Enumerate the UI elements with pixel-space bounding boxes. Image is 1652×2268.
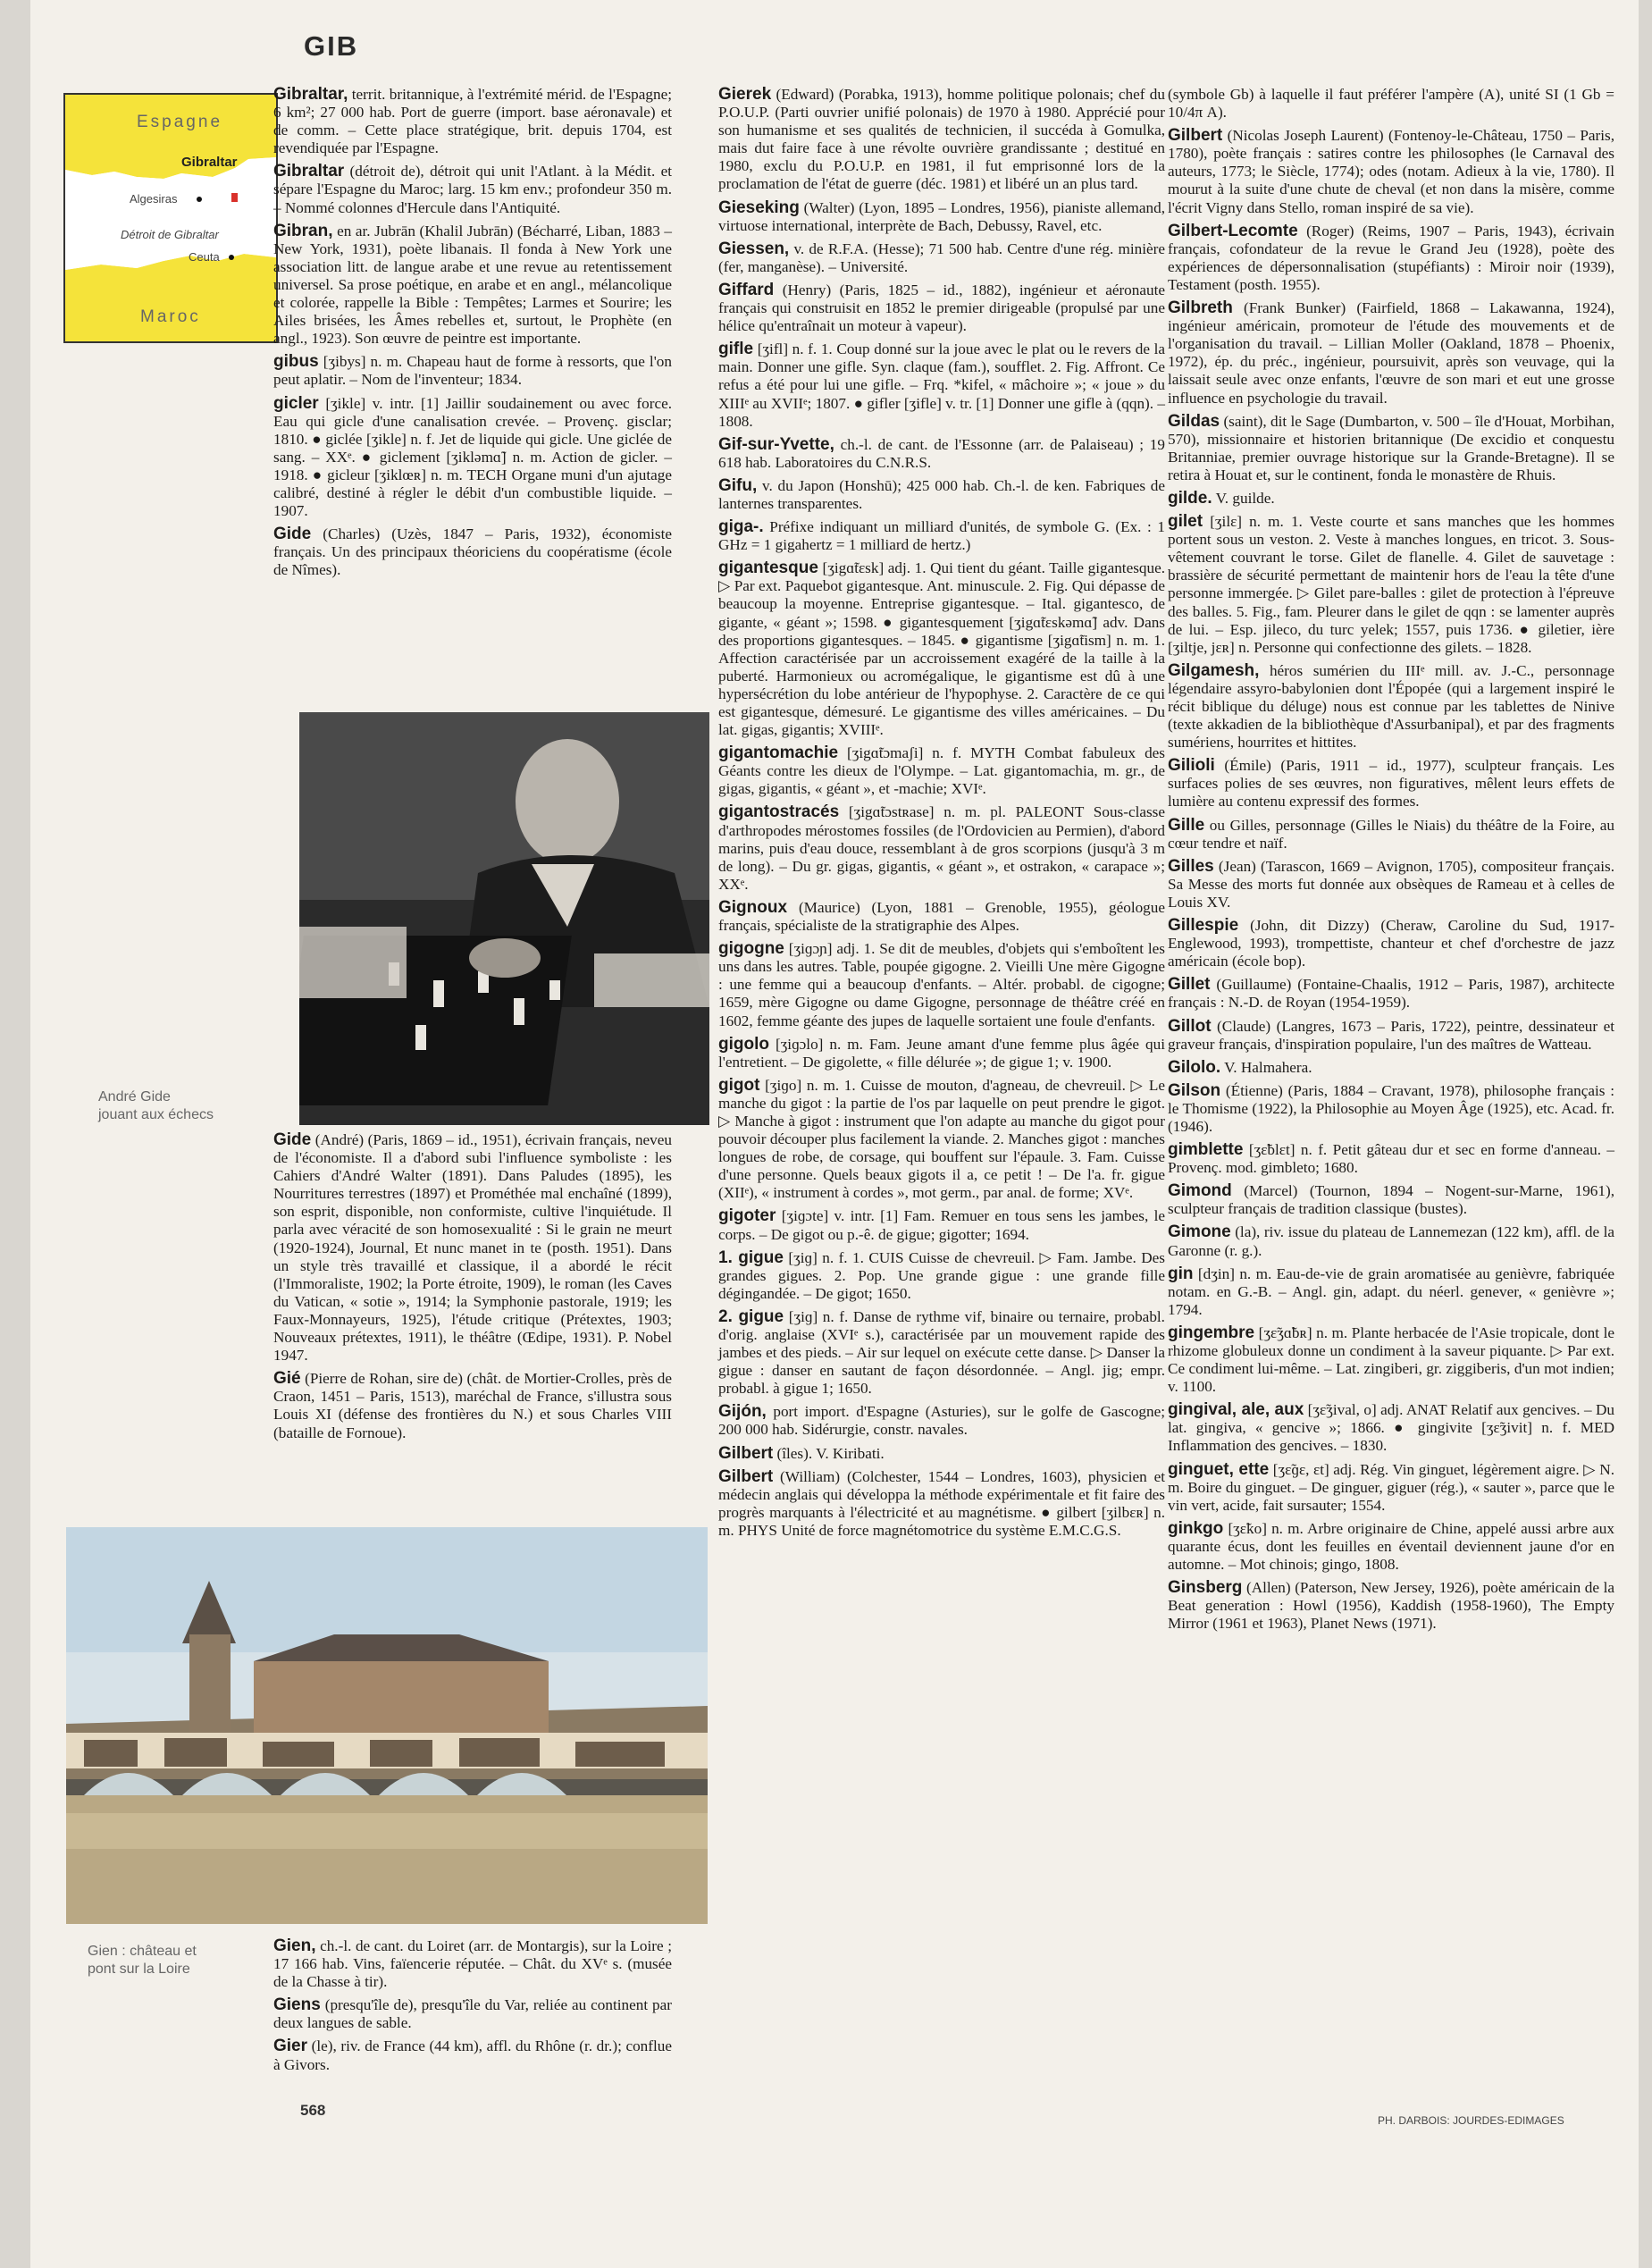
dictionary-entry	[718, 281, 1165, 335]
entry-definition: [ʒiɡɔlo] n. m. Fam. Jeune amant d'une femme plus âgée qui l'entretient. – De gigolette, « fille délurée »; de gigue 1; v. 1900.	[718, 1035, 1165, 1071]
dictionary-entry	[273, 86, 672, 157]
dictionary-entry	[273, 2037, 672, 2073]
dictionary-entry	[1168, 413, 1614, 484]
dictionary-entry	[273, 395, 672, 521]
entry-definition: [ʒiɡ] n. f. Danse de rythme vif, binaire ou ternaire, probabl. d'orig. anglaise (XVIᵉ s.), caractérisée par un mouvement rapide des jambes et des pieds. – Air sur lequel on exécute cette danse. ▷ Danser la gigue : danser en sautant de façon désordonnée. – Angl. jig; empr. probabl. à gigue 1; 1650.	[718, 1307, 1165, 1398]
entry-headword: Gilson	[1168, 1080, 1221, 1100]
entry-headword: gin	[1168, 1264, 1194, 1283]
entry-definition: [ʒigɑ̃tɔmaʃi] n. f. MYTH Combat fabuleux des Géants contre les dieux de l'Olympe. – Lat. gigantomachia, m. gr., de gigas, gigantis, « géant », et -machie; XVIᵉ.	[718, 744, 1165, 798]
entry-headword: Gibran,	[273, 221, 333, 240]
entry-definition: (le), riv. de France (44 km), affl. du Rhône (r. dr.); conflue à Givors.	[273, 2037, 672, 2073]
entry-definition: (John, dit Dizzy) (Cheraw, Caroline du Sud, 1917-Englewood, 1993), trompettiste, chanteur et chef d'orchestre de jazz américain (école bop).	[1168, 917, 1614, 970]
map-label-detroit: Détroit de Gibraltar	[121, 228, 219, 241]
entry-headword: Gille	[1168, 815, 1205, 835]
dictionary-entry	[718, 436, 1165, 472]
entry-definition: [ʒibys] n. m. Chapeau haut de forme à ressorts, que l'on peut aplatir. – Nom de l'inventeur; 1834.	[273, 353, 672, 389]
entry-definition: [ʒɛ̃ɡɛ, ɛt] adj. Rég. Vin ginguet, légèrement aigre. ▷ N. m. Boire du ginguet. – De ginguer, giguer (rég.), « sauter », parce que le vin vert, acide, fait sursauter; 1554.	[1168, 1460, 1614, 1514]
photo-drawing	[66, 1527, 708, 1924]
entry-definition: (Nicolas Joseph Laurent) (Fontenoy-le-Château, 1750 – Paris, 1780), poète français : satires contre les philosophes (le Carnaval des auteurs, 1773; le Siècle, 1774); odes (notam. Adieux à la vie, 1780). Il mourut à la suite d'une chute de cheval (et non dans la misère, comme l'écrit Vigny dans Stello, roman inspiré de sa vie).	[1168, 127, 1614, 216]
entry-headword: gigantesque	[718, 559, 818, 578]
dictionary-entry	[273, 1937, 672, 1991]
dictionary-entry	[718, 240, 1165, 276]
dictionary-entry	[718, 744, 1165, 798]
entry-headword: ginkgo	[1168, 1518, 1224, 1538]
entry-headword: gicler	[273, 393, 319, 413]
dictionary-entry	[718, 1249, 1165, 1303]
entry-definition: [dʒin] n. m. Eau-de-vie de grain aromatisée au genièvre, fabriquée notam. en G.-B. – Angl. gin, adapt. du néerl. genever, « genièvre »; 1794.	[1168, 1264, 1614, 1318]
column-1-top	[273, 86, 672, 584]
dictionary-entry	[1168, 1059, 1614, 1077]
gien-castle-photo	[66, 1527, 708, 1924]
entry-definition: (Émile) (Paris, 1911 – id., 1977), sculpteur français. Les surfaces polies de ses œuvres, non figuratives, mêlent leurs effets de lumière au contenu expressif des formes.	[1168, 757, 1614, 811]
entry-headword: Gilbert	[718, 1466, 774, 1486]
dictionary-entry	[718, 1403, 1165, 1439]
entry-definition: [ʒigɑ̃tɛsk] adj. 1. Qui tient du géant. Taille gigantesque. ▷ Par ext. Paquebot gigantesque. Ant. minuscule. 2. Fig. Qui dépasse de beaucoup la moyenne. Entreprise gigantesque. – Ital. gigantesco, de gigante, « géant »; 1598. ● gigantesquement [ʒigɑ̃tɛskəmɑ̃] adv. Dans des proportions gigantesques. – 1845. ● gigantisme [ʒigɑ̃tism] n. m. 1. Affection caractérisée par un accroissement exagéré de la taille à la puberté. Harmonieux ou acromégalique, le gigantisme est dû à une hypersécrétion du lobe antérieur de l'hypophyse. 2. Caractère de ce qui est gigantesque, démesuré. Le gigantisme des villes américaines. – Du lat. gigas, gigantis; XVIIIᵉ.	[718, 559, 1165, 739]
dictionary-page	[30, 0, 1639, 2268]
entry-definition: [ʒiɡ] n. f. 1. CUIS Cuisse de chevreuil. ▷ Fam. Jambe. Des grandes gigues. 2. Pop. Une grande gigue : une grande fille dégingandée. – De gigot; 1650.	[718, 1248, 1165, 1302]
caption-line: jouant aux échecs	[98, 1107, 214, 1122]
entry-headword: Gimond	[1168, 1181, 1232, 1201]
map-label-gibraltar: Gibraltar	[181, 155, 238, 170]
dictionary-entry	[1168, 1223, 1614, 1259]
entry-definition: (André) (Paris, 1869 – id., 1951), écrivain français, neveu de l'économiste. Il a d'abord subi l'influence symboliste : les Cahiers d'André Walter (1891). Dans Paludes (1895), les Nourritures terrestres (1897) et Prométhée mal enchaîné (1899), son esprit, disponible, non conformiste, cultive l'inquiétude. Il parla avec véracité de son homosexualité : Si le grain ne meurt (1920-1924), Journal, Et nunc manet in te (posth. 1951). Dans un style très travaillé et classique, il a abordé le récit (l'Immoraliste, 1902; la Porte étroite, 1909), le roman (les Caves du Vatican, « sotie », 1914; la Symphonie pastorale, 1919; les Faux-Monnayeurs, 1925), l'étude critique (Prétextes, 1903; Nouveaux prétextes, 1911), le théâtre (Œdipe, 1931). P. Nobel 1947.	[273, 1131, 672, 1365]
entry-definition: ch.-l. de cant. du Loiret (arr. de Montargis), sur la Loire ; 17 166 hab. Vins, faïencerie réputée. – Chât. du XVᵉ s. (musée de la Chasse à tir).	[273, 1937, 672, 1991]
entry-definition: [ʒɛ̃ʒɑ̃bʀ] n. m. Plante herbacée de l'Asie tropicale, dont le rhizome globuleux donne un condiment à la saveur piquante. ▷ Par ext. Ce condiment lui-même. – Lat. zingiberi, gr. ziggiberis, d'un mot indien; v. 1100.	[1168, 1323, 1614, 1396]
dictionary-entry	[718, 477, 1165, 513]
entry-definition: [ʒifl] n. f. 1. Coup donné sur la joue avec le plat ou le revers de la main. Donner une gifle. Syn. claque (fam.), soufflet. 2. Fig. Affront. Ce refus a été pour lui une gifle. – Frq. *kifel, « mâchoire »; « joue » du XIIIᵉ au XVIIᵉ; 1807. ● gifler [ʒifle] v. tr. [1] Donner une gifle à (qqn). – 1808.	[718, 340, 1165, 430]
entry-headword: Gimone	[1168, 1222, 1231, 1242]
entry-headword: Gibraltar	[273, 162, 345, 181]
entry-headword: gingival, ale, aux	[1168, 1400, 1304, 1420]
entry-headword: Gide	[273, 525, 312, 544]
entry-headword: Giens	[273, 1995, 321, 2015]
caption-line: pont sur la Loire	[88, 1961, 190, 1977]
entry-definition: Préfixe indiquant un milliard d'unités, de symbole G. (Ex. : 1 GHz = 1 gigahertz = 1 milliard de hertz.)	[718, 518, 1165, 554]
dictionary-entry	[718, 518, 1165, 554]
entry-headword: gimblette	[1168, 1140, 1244, 1160]
entry-definition: (Henry) (Paris, 1825 – id., 1882), ingénieur et aéronaute français qui construisit en 1852 le premier dirigeable (propulsé par une hélice qu'entraînait un moteur à vapeur).	[718, 281, 1165, 335]
entry-definition: (Allen) (Paterson, New Jersey, 1926), poète américain de la Beat generation : Howl (1956), Kaddish (1958-1960), The Empty Mirror (1961 et 1963), Planet News (1971).	[1168, 1579, 1614, 1633]
dictionary-entry	[1168, 299, 1614, 407]
gien-photo-caption	[88, 1943, 197, 1978]
entry-definition: (Walter) (Lyon, 1895 – Londres, 1956), pianiste allemand, virtuose international, interprète de Bach, Debussy, Ravel, etc.	[718, 198, 1165, 234]
entry-definition: [ʒɛ̃blɛt] n. f. Petit gâteau dur et sec en forme d'anneau. – Provenç. mod. gimbleto; 1680.	[1168, 1141, 1614, 1177]
entry-headword: giga-.	[718, 517, 764, 537]
entry-headword: gigoter	[718, 1206, 776, 1226]
entry-headword: gigogne	[718, 939, 784, 959]
entry-headword: gigot	[718, 1075, 760, 1095]
entry-headword: Gilbert	[718, 1443, 774, 1463]
entry-definition: (Pierre de Rohan, sire de) (chât. de Mortier-Crolles, près de Craon, 1451 – Paris, 1513), maréchal de France, s'illustra sous Louis XI (défense des frontières du N.) et sous Charles VIII (bataille de Fornoue).	[273, 1370, 672, 1441]
entry-definition: héros sumérien du IIIᵉ mill. av. J.-C., personnage légendaire assyro-babylonien dont l'Épopée (qui a largement inspiré le récit biblique du déluge) nous est connue par les tablettes de Ninive (texte akkadien de la bibliothèque d'Assurbanipal), et par des fragments sumériens, hourrites et hittites.	[1168, 661, 1614, 752]
dictionary-entry	[718, 340, 1165, 430]
dictionary-entry	[273, 525, 672, 579]
entry-headword: gibus	[273, 352, 319, 372]
entry-definition: (détroit de), détroit qui unit l'Atlant. à la Médit. et sépare l'Espagne du Maroc; larg. 15 km env.; profondeur 350 m. – Nommé colonnes d'Hercule dans l'Antiquité.	[273, 163, 672, 216]
entry-headword: Gilbreth	[1168, 298, 1233, 318]
entry-definition: [ʒiɡɔte] v. intr. [1] Fam. Remuer en tous sens les jambes, le corps. – De gigot ou p.-ê. de gigue; gigotter; 1694.	[718, 1207, 1165, 1243]
dictionary-entry	[1168, 1461, 1614, 1515]
entry-headword: Gignoux	[718, 897, 788, 917]
entry-headword: Gillet	[1168, 975, 1211, 995]
dictionary-entry	[718, 899, 1165, 935]
entry-definition: (Étienne) (Paris, 1884 – Cravant, 1978), philosophe français : le Thomisme (1922), la Philosophie au Moyen Âge (1925), etc. Acad. fr. (1946).	[1168, 1081, 1614, 1135]
entry-headword: ginguet, ette	[1168, 1459, 1270, 1479]
entry-definition: [ʒilɛ] n. m. 1. Veste courte et sans manches que les hommes portent sous un veston. 2. Veste à manches longues, en tricot. 3. Sous-vêtement couvrant le torse. Gilet de flanelle. 4. Gilet de sauvetage : brassière de sécurité permettant de maintenir hors de l'eau la tête d'une personne immergée. ▷ Gilet pare-balles : gilet de protection à l'épreuve des balles. 5. Fig., fam. Pleurer dans le gilet de qqn : se lamenter auprès de lui. – Esp. jileco, du turc yelek; 1557, puis 1736. ● giletier, ière [ʒiltje, jɛʀ] n. Personne qui confectionne des gilets. – 1828.	[1168, 513, 1614, 656]
map-label-algesiras: Algesiras	[130, 192, 178, 206]
entry-headword: 2. gigue	[718, 1306, 784, 1326]
map-label-ceuta: Ceuta	[189, 250, 220, 264]
dictionary-entry	[1168, 86, 1614, 122]
entry-definition: (Maurice) (Lyon, 1881 – Grenoble, 1955), géologue français, spécialiste de la stratigraphie des Alpes.	[718, 898, 1165, 935]
dictionary-entry	[718, 803, 1165, 893]
dictionary-entry	[718, 940, 1165, 1029]
dictionary-entry	[1168, 1324, 1614, 1396]
dictionary-entry	[1168, 1265, 1614, 1319]
dictionary-entry	[1168, 127, 1614, 216]
dictionary-entry	[273, 163, 672, 216]
entry-headword: Gié	[273, 1369, 301, 1389]
dictionary-entry	[718, 1077, 1165, 1203]
dictionary-entry	[718, 1308, 1165, 1398]
dictionary-entry	[1168, 917, 1614, 970]
caption-line: Gien : château et	[88, 1944, 197, 1959]
entry-headword: Gillespie	[1168, 916, 1239, 936]
entry-definition: v. du Japon (Honshū); 425 000 hab. Ch.-l. de ken. Fabriques de lanternes transparentes.	[718, 476, 1165, 512]
dictionary-entry	[718, 86, 1165, 194]
dictionary-entry	[1168, 1579, 1614, 1633]
entry-definition: (Charles) (Uzès, 1847 – Paris, 1932), économiste français. Un des principaux théoriciens du coopératisme (école de Nîmes).	[273, 525, 672, 579]
entry-headword: Gilolo.	[1168, 1057, 1221, 1077]
entry-definition: ch.-l. de cant. de l'Essonne (arr. de Palaiseau) ; 19 618 hab. Laboratoires du C.N.R.S.	[718, 435, 1165, 471]
dictionary-entry	[718, 199, 1165, 235]
entry-definition: [ʒiɡo] n. m. 1. Cuisse de mouton, d'agneau, de chevreuil. ▷ Le manche du gigot : la partie de l'os par laquelle on peut prendre le gigot. ▷ Manche à gigot : instrument que l'on adapte au manche du gigot pour pouvoir découper plus facilement la viande. 2. Manches gigot : manches longues de robe, de corsage, qui bouffent sur l'épaule. 3. Fam. Cuisse d'une personne. Quels beaux gigots il a, ce petit ! – De l'a. fr. gigue (XIIᵉ), « instrument à cordes », mot germ., par anal. de forme; XVᵉ.	[718, 1076, 1165, 1202]
entry-definition: (Marcel) (Tournon, 1894 – Nogent-sur-Marne, 1961), sculpteur français de tradition classique (bustes).	[1168, 1182, 1614, 1218]
dictionary-entry	[718, 559, 1165, 739]
dictionary-entry	[1168, 513, 1614, 657]
dictionary-entry	[273, 353, 672, 389]
entry-headword: 1. gigue	[718, 1247, 784, 1267]
entry-headword: Gilbert	[1168, 126, 1223, 146]
entry-definition: (William) (Colchester, 1544 – Londres, 1603), physicien et médecin anglais qui développa la méthode expérimentale et fit faire des progrès marquants à l'électricité et au magnétisme. ● gilbert [ʒilbɛʀ] n. m. PHYS Unité de force magnétomotrice du système E.M.C.G.S.	[718, 1467, 1165, 1539]
dictionary-entry	[1168, 858, 1614, 911]
entry-definition: v. de R.F.A. (Hesse); 71 500 hab. Centre d'une rég. minière (fer, manganèse). – Université.	[718, 239, 1165, 275]
entry-definition: ou Gilles, personnage (Gilles le Niais) du théâtre de la Foire, au cœur tendre et naïf.	[1168, 816, 1614, 852]
entry-headword: Gilles	[1168, 856, 1214, 876]
gide-photo-caption	[98, 1088, 214, 1124]
entry-definition: [ʒɛ̃ko] n. m. Arbre originaire de Chine, appelé aussi arbre aux quarante écus, dont les feuilles en éventail deviennent jaune d'or en automne. – Mot chinois; gingo, 1808.	[1168, 1519, 1614, 1574]
entry-definition: (îles). V. Kiribati.	[773, 1444, 885, 1462]
entry-headword: gilde.	[1168, 488, 1212, 508]
entry-definition: (Frank Bunker) (Fairfield, 1868 – Lakawanna, 1924), ingénieur américain, promoteur de l'étude des mouvements et de l'organisation du travail. – Lillian Moller (Oakland, 1878 – Phoenix, 1972), ép. du préc., ingénieur, poursuivit, après son veuvage, qui la laissait seule avec onze enfants, l'œuvre de son mari et eut une grosse influence en psychologie du travail.	[1168, 299, 1614, 407]
dictionary-entry	[1168, 1182, 1614, 1218]
entry-headword: Gifu,	[718, 475, 758, 495]
entry-definition: en ar. Jubrān (Khalil Jubrān) (Bécharré, Liban, 1883 – New York, 1931), poète libanais. Il fonda à New York une association litt. de langue arabe et une revue au retentissement universel. Sa prose poétique, en arabe et en angl., mélancolique et colorée, rappelle la Bible : Tempêtes; Larmes et Sourire; les Ailes brisées, les Âmes rebelles et, surtout, le Prophète (en angl., 1923). Son œuvre de peintre est importante.	[273, 222, 672, 348]
dictionary-entry	[273, 1131, 672, 1365]
dictionary-entry	[1168, 757, 1614, 811]
column-1-bottom	[273, 1937, 672, 2079]
dictionary-entry	[1168, 1018, 1614, 1054]
entry-headword: gifle	[718, 340, 754, 359]
page-number: 568	[300, 2102, 326, 2119]
entry-headword: Gide	[273, 1130, 312, 1149]
photo-credit: PH. DARBOIS: JOURDES-EDIMAGES	[1378, 2114, 1564, 2127]
entry-definition: V. Halmahera.	[1220, 1058, 1312, 1076]
entry-headword: gigantomachie	[718, 743, 839, 763]
entry-headword: Gilioli	[1168, 756, 1215, 776]
entry-headword: Gildas	[1168, 411, 1220, 431]
entry-definition: [ʒiɡɔɲ] adj. 1. Se dit de meubles, d'objets qui s'emboîtent les uns dans les autres. Table, poupée gigogne. 2. Vieilli Une mère Gigogne : une femme qui a beaucoup d'enfants. – Altér. probabl. de cigogne; 1659, mère Gigogne ou dame Gigogne, personnage de théâtre créé en 1602, femme géante des jupes de laquelle sortaient une foule d'enfants.	[718, 940, 1165, 1029]
entry-headword: Gilgamesh,	[1168, 660, 1260, 680]
entry-definition: (la), riv. issue du plateau de Lannemezan (122 km), affl. de la Garonne (r. g.).	[1168, 1223, 1614, 1259]
gibraltar-map	[63, 93, 278, 343]
entry-headword: gigantostracés	[718, 802, 840, 822]
dictionary-entry	[273, 223, 672, 349]
entry-definition: V. guilde.	[1212, 489, 1275, 507]
entry-headword: gilet	[1168, 512, 1203, 532]
map-drawing	[65, 95, 276, 341]
dictionary-entry	[273, 1370, 672, 1441]
entry-definition: (Edward) (Porabka, 1913), homme politique polonais; chef du P.O.U.P. (Parti ouvrier unifié polonais) de 1970 à 1980. Apprécié pour son humanisme et ses qualités de technicien, il succéda à Gomulka, mais dut faire face à une révolte ouvrière grandissante ; destitué en 1980, exclu du P.O.U.P. en 1981, il fut emprisonné lors de la proclamation de l'état de guerre (déc. 1981) et libéré un an plus tard.	[718, 86, 1165, 193]
entry-definition: (Jean) (Tarascon, 1669 – Avignon, 1705), compositeur français. Sa Messe des morts fut donnée aux obsèques de Rameau et à celles de Louis XV.	[1168, 857, 1614, 911]
gide-chess-photo	[299, 712, 709, 1125]
entry-definition: [ʒikle] v. intr. [1] Jaillir soudainement ou avec force. Eau qui gicle d'une canalisation crevée. – Provenç. gisclar; 1810. ● giclée [ʒikle] n. f. Jet de liquide qui gicle. Une giclée de sang. – XXᵉ. ● giclement [ʒikləmɑ̃] n. m. Action de gicler. – 1918. ● gicleur [ʒiklœʀ] n. m. TECH Organe muni d'un ajutage calibré, destiné à régler le débit d'un combustible liquide. – 1907.	[273, 394, 672, 520]
entry-definition: [ʒigɑ̃tɔstʀase] n. m. pl. PALEONT Sous-classe d'arthropodes mérostomes fossiles (de l'Ordovicien au Permien), d'abord marins, puis d'eau douce, ressemblant à de gros scorpions (jusqu'à 3 m de long). – Du gr. gigas, gigantis, « géant », et ostrakon, « carapace »; XXᵉ.	[718, 803, 1165, 893]
map-label-espagne: Espagne	[137, 113, 223, 131]
entry-headword: Gillot	[1168, 1016, 1212, 1036]
entry-headword: Gien,	[273, 1936, 316, 1955]
map-label-maroc: Maroc	[140, 307, 201, 326]
entry-headword: Gierek	[718, 85, 772, 104]
dictionary-entry	[1168, 1520, 1614, 1574]
entry-headword: Gier	[273, 2037, 308, 2056]
dictionary-entry	[1168, 1141, 1614, 1177]
entry-definition: [ʒɛ̃ʒival, o] adj. ANAT Relatif aux gencives. – Du lat. gingiva, « gencive »; 1866. ● gingivite [ʒɛ̃ʒivit] n. f. MED Inflammation des gencives. – 1830.	[1168, 1401, 1614, 1455]
dictionary-entry	[1168, 662, 1614, 752]
entry-definition: territ. britannique, à l'extrémité mérid. de l'Espagne; 6 km²; 27 000 hab. Port de guerre (import. base aéronavale) et de comm. – Cette place stratégique, brit. depuis 1704, est revendiquée par l'Espagne.	[273, 86, 672, 157]
entry-headword: Giessen,	[718, 239, 790, 258]
dictionary-entry	[718, 1036, 1165, 1071]
entry-definition: port import. d'Espagne (Asturies), sur le golfe de Gascogne; 200 000 hab. Sidérurgie, constr. navales.	[718, 1403, 1165, 1439]
entry-definition: (presqu'île de), presqu'île du Var, reliée au continent par deux langues de sable.	[273, 1996, 672, 2032]
entry-definition: (Roger) (Reims, 1907 – Paris, 1943), écrivain français, cofondateur de la revue le Grand Jeu (1928), poète des expériences de dépersonnalisation (stupéfiants) : Miroir noir (1939), Testament (posth. 1955).	[1168, 222, 1614, 293]
entry-headword: gigolo	[718, 1034, 769, 1054]
dictionary-entry	[1168, 490, 1614, 508]
column-1-middle	[273, 1131, 672, 1448]
dictionary-entry	[1168, 1401, 1614, 1455]
running-head: GIB	[304, 30, 359, 62]
column-2	[718, 86, 1165, 1545]
dictionary-entry	[1168, 223, 1614, 294]
entry-headword: Ginsberg	[1168, 1578, 1243, 1598]
entry-definition: (symbole Gb) à laquelle il faut préférer l'ampère (A), unité SI (1 Gb = 10/4π A).	[1168, 86, 1614, 122]
dictionary-entry	[718, 1445, 1165, 1463]
dictionary-entry	[273, 1996, 672, 2032]
dictionary-entry	[718, 1468, 1165, 1540]
entry-definition: (saint), dit le Sage (Dumbarton, v. 500 – île d'Houat, Morbihan, 570), missionnaire et historien britannique (De excidio et conquestu Britanniae, premier ouvrage historique sur la Grande-Bretagne). Il se retira à Houat et, sur le continent, fonda le monastère de Rhuis.	[1168, 412, 1614, 483]
dictionary-entry	[718, 1207, 1165, 1243]
entry-definition: (Claude) (Langres, 1673 – Paris, 1722), peintre, dessinateur et graveur français, d'inspiration populaire, l'un des maîtres de Watteau.	[1168, 1017, 1614, 1053]
caption-line: André Gide	[98, 1089, 171, 1105]
dictionary-entry	[1168, 976, 1614, 1012]
entry-headword: Gilbert-Lecomte	[1168, 221, 1298, 240]
column-3	[1168, 86, 1614, 1638]
entry-headword: Gijón,	[718, 1402, 767, 1422]
entry-headword: gingembre	[1168, 1323, 1255, 1342]
entry-definition: (Guillaume) (Fontaine-Chaalis, 1912 – Paris, 1987), architecte français : N.-D. de Royan (1954-1959).	[1168, 976, 1614, 1012]
entry-headword: Giffard	[718, 280, 775, 299]
dictionary-entry	[1168, 817, 1614, 853]
entry-headword: Gif-sur-Yvette,	[718, 434, 834, 454]
entry-headword: Gibraltar,	[273, 85, 348, 104]
photo-drawing	[299, 712, 709, 1125]
entry-headword: Gieseking	[718, 197, 800, 217]
dictionary-entry	[1168, 1082, 1614, 1136]
